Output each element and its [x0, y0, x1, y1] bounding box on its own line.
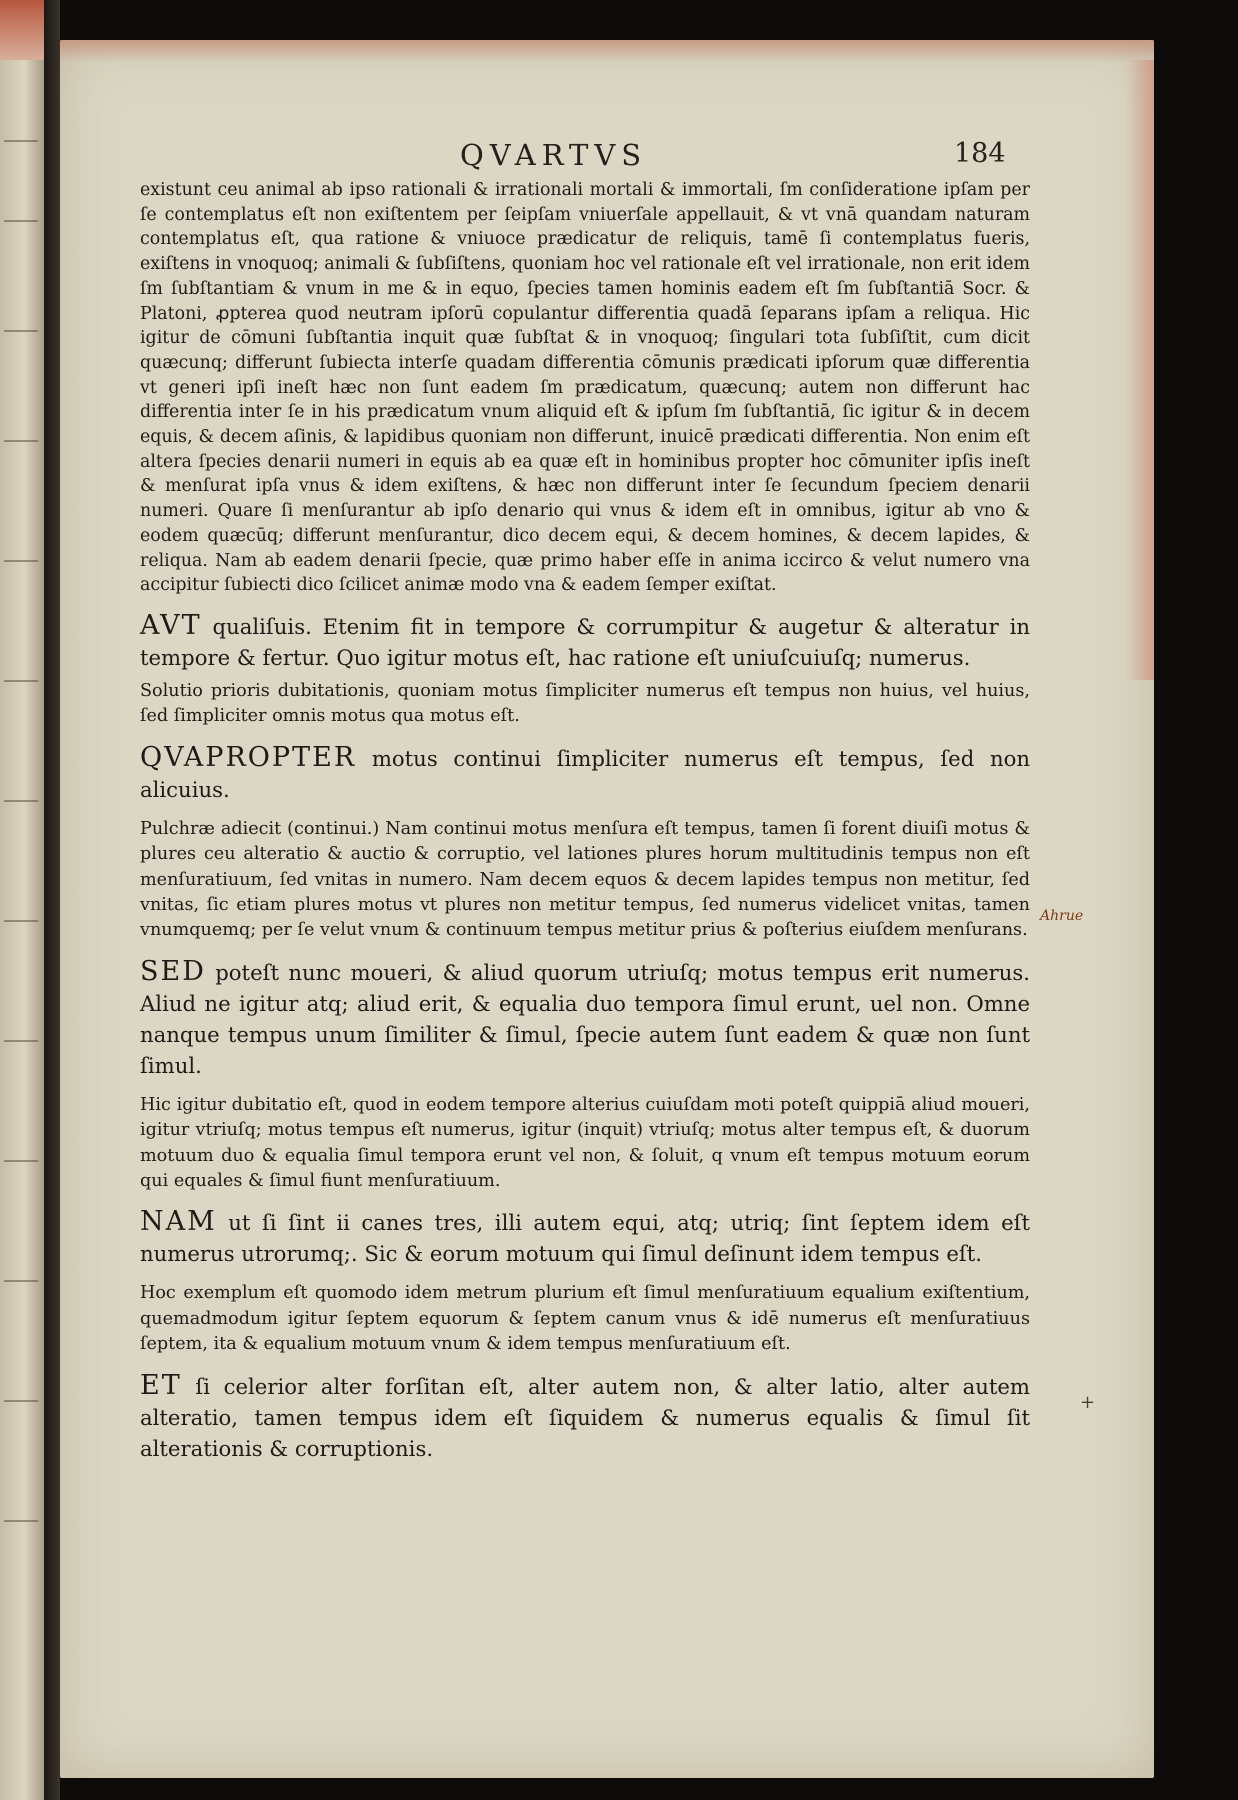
facing-text-trace: [4, 920, 38, 922]
text-paragraph: AVT qualiſuis. Etenim fit in tempore & corrumpitur & augetur & alteratur in tempore & fertur. Quo igitur motus eſt, hac ratione eſt uniuſcuiuſq; numerus.: [140, 609, 1030, 670]
paragraph-lemma: AVT: [140, 609, 202, 641]
main-text-block: [140, 178, 1030, 1464]
commentary-paragraph: Solutio prioris dubitationis, quoniam motus ſimpliciter numerus eſt tempus non huius, vel huius, ſed ſimpliciter omnis motus qua motus eſt.: [140, 680, 1030, 727]
facing-text-trace: [4, 220, 38, 222]
facing-text-trace: [4, 1400, 38, 1402]
paragraph-lemma: NAM: [140, 1206, 217, 1238]
paragraph-lemma: QVAPROPTER: [140, 741, 357, 773]
paragraph-lemma: SED: [140, 955, 206, 987]
facing-text-trace: [4, 680, 38, 682]
facing-text-trace: [4, 560, 38, 562]
facing-text-trace: [4, 1040, 38, 1042]
facing-page-red-edge: [0, 0, 44, 60]
running-head: [60, 138, 1154, 178]
running-title: QVARTVS: [460, 138, 648, 172]
book-page: [60, 40, 1154, 1778]
facing-text-trace: [4, 800, 38, 802]
marginal-ink-mark: +: [1080, 1392, 1096, 1413]
handwritten-marginal-note: Ahrue: [1040, 908, 1084, 924]
facing-text-trace: [4, 330, 38, 332]
facing-text-trace: [4, 440, 38, 442]
text-paragraph: NAM ut ſi ſint ii canes tres, illi autem equi, atq; utriq; ſint ſeptem idem eſt numerus utrorumq;. Sic & eorum motuum qui ſimul deſinunt idem tempus eſt.: [140, 1206, 1030, 1267]
commentary-paragraph: existunt ceu animal ab ipso rationali & irrationali mortali & immortali, ſm conſideratione ipſam per ſe contemplatus eſt non exiſtentem per ſeipſam vniuerſale appellauit, & vt vnā quandam naturam contemplatus eſt, qua ratione & vniuoce prædicatur de reliquis, tamē ſi contemplatus fueris, exiſtens in vnoquoq; animali & ſubſiſtens, quoniam hoc vel rationale eſt vel irrationale, non erit idem ſm ſubſtantiam & vnum in me & in equo, ſpecies tamen hominis eadem eſt ſm ſubſtantiā Socr. & Platoni, ꝓpterea quod neutram ipſorū copulantur differentia quadā ſeparans ipſam a reliqua. Hic igitur de cōmuni ſubſtantia inquit quæ ſubſtat & in vnoquoq; ſingulari tota ſubſiſtit, cum dicit quæcunq; differunt ſubiecta interſe quadam differentia cōmunis prædicati ipſorum quæ differentia vt generi ipſi ineſt hæc non ſunt eadem ſm prædicatum, quæcunq; autem non differunt hac differentia inter ſe in his prædicatum vnum aliquid eſt & ipſum ſm ſubſtantiā, ſic igitur & in decem equis, & decem aſinis, & lapidibus quoniam non differunt, inuicē prædicati differentia. Non enim eſt altera ſpecies denarii numeri in equis ab ea quæ eſt in hominibus propter hoc cōmuniter ipſis ineſt & menſurat ipſa vnus & idem exiſtens, & hæc non differunt inter ſe ſecundum ſpeciem denarii numeri. Quare ſi menſurantur ab ipſo denario qui vnus & idem eſt in omnibus, igitur ab vno & eodem quæcūq; differunt menſurantur, dico decem equi, & decem homines, & decem lapides, & reliqua. Nam ab eadem denarii ſpecie, quæ primo haber eſſe in anima iccirco & velut numero vna accipitur ſubiecti dico ſcilicet animæ modo vna & eadem ſemper exiſtat.: [140, 180, 1030, 596]
book-gutter: [44, 0, 60, 1800]
facing-text-trace: [4, 140, 38, 142]
text-paragraph: SED poteſt nunc moueri, & aliud quorum utriuſq; motus tempus erit numerus. Aliud ne igitur atq; aliud erit, & equalia duo tempora ſimul erunt, uel non. Omne nanque tempus unum ſimiliter & ſimul, ſpecie autem ſunt eadem & quæ non ſunt ſimul.: [140, 955, 1030, 1078]
text-paragraph: QVAPROPTER motus continui ſimpliciter numerus eſt tempus, ſed non alicuius.: [140, 741, 1030, 802]
facing-page-edge: [0, 0, 44, 1800]
commentary-paragraph: Pulchræ adiecit (continui.) Nam continui motus menſura eſt tempus, tamen ſi forent diuiſi motus & plures ceu alteratio & auctio & corruptio, vel lationes plures horum multitudinis tempus non eſt menſuratiuum, ſed vnitas in numero. Nam decem equos & decem lapides tempus non metitur, ſed vnitas, ſic etiam plures motus vt plures non metitur tempus, ſed numerus videlicet vnitas, tamen vnumquemq; per ſe velut vnum & continuum tempus metitur prius & poſterius eiuſdem menſurans.: [140, 818, 1030, 941]
facing-text-trace: [4, 1520, 38, 1522]
text-paragraph: ET ſi celerior alter forſitan eſt, alter autem non, & alter latio, alter autem alteratio, tamen tempus idem eſt ſiquidem & numerus equalis & ſimul ſit alterationis & corruptionis.: [140, 1369, 1030, 1461]
facing-text-trace: [4, 1280, 38, 1282]
facing-text-trace: [4, 1160, 38, 1162]
commentary-paragraph: Hic igitur dubitatio eſt, quod in eodem tempore alterius cuiuſdam moti poteſt quippiā aliud moueri, igitur vtriuſq; motus tempus eſt numerus, igitur (inquit) vtriuſq; motus alter tempus eſt, & duorum motuum duo & equalia ſimul tempora erunt vel non, & ſoluit, q vnum eſt tempus motuum eorum qui equales & ſimul fiunt menſuratiuum.: [140, 1094, 1030, 1192]
commentary-paragraph: Hoc exemplum eſt quomodo idem metrum plurium eſt ſimul menſuratiuum equalium exiſtentium, quemadmodum igitur ſeptem equorum & ſeptem canum vnus & idē numerus eſt menſuratiuus ſeptem, ita & equalium motuum vnum & idem tempus menſuratiuum eſt.: [140, 1283, 1030, 1355]
folio-number: 184: [954, 138, 1006, 169]
paragraph-lemma: ET: [140, 1369, 182, 1401]
